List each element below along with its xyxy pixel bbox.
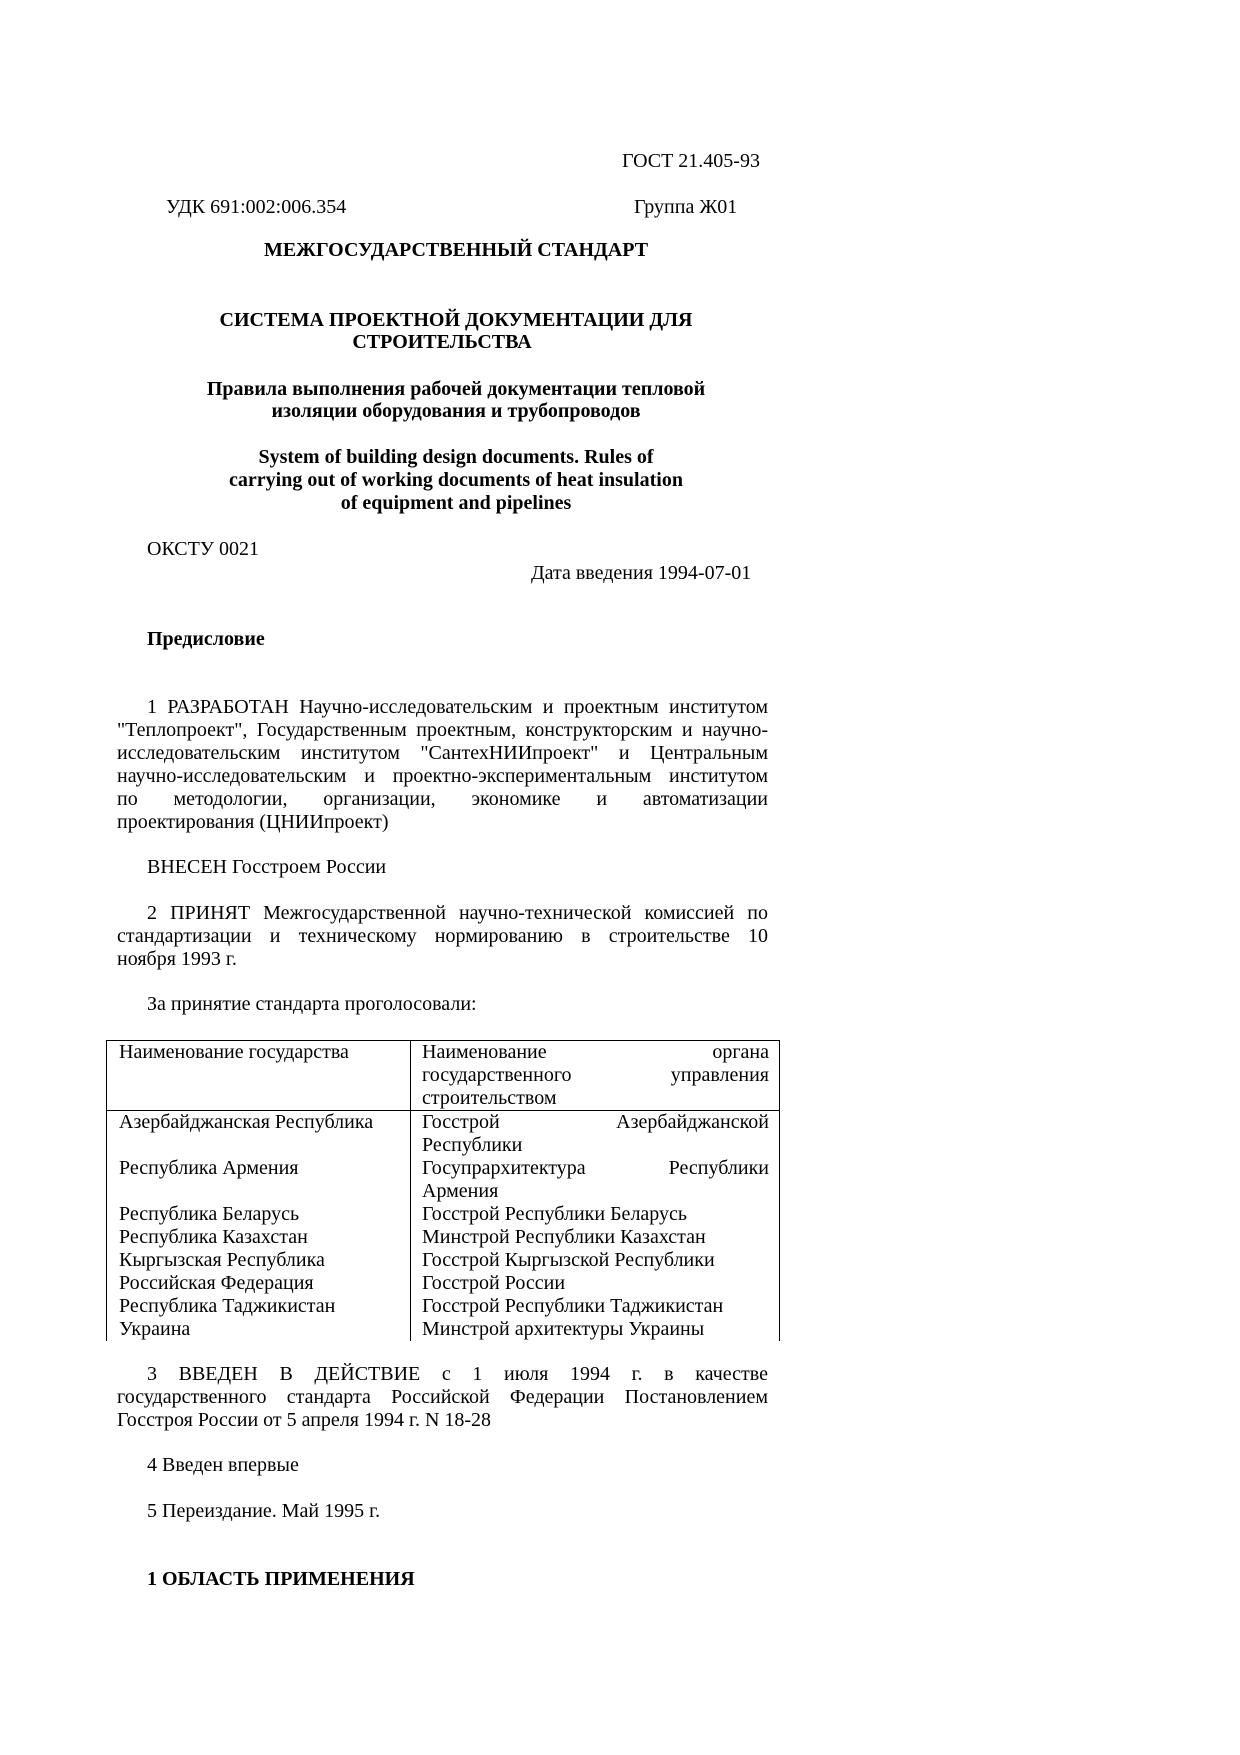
preface-voted: За принятие стандарта проголосовали:	[147, 993, 477, 1015]
table-row	[107, 1295, 779, 1318]
text-line: строительством	[422, 1087, 557, 1109]
text-line: "Теплопроект", Государственным проектным, конструкторским и научно-	[117, 719, 768, 741]
okstu-code: ОКСТУ 0021	[147, 538, 260, 560]
preface-paragraph-5: 5 Переиздание. Май 1995 г.	[147, 1500, 381, 1522]
table-cell-body	[411, 1157, 779, 1203]
table-header-body	[411, 1041, 779, 1110]
text-line: 2 ПРИНЯТ Межгосударственной научно-технической комиссией по	[147, 902, 768, 924]
text-line: Госупрархитектура Республики	[422, 1157, 769, 1179]
table-header-row	[107, 1040, 779, 1111]
gost-number: ГОСТ 21.405-93	[622, 150, 760, 172]
table-cell-body: Госстрой Республики Таджикистан	[422, 1295, 724, 1317]
system-title-line2: СТРОИТЕЛЬСТВА	[352, 331, 532, 353]
table-row	[107, 1203, 779, 1226]
rules-title-line1: Правила выполнения рабочей документации тепловой	[206, 378, 706, 400]
introduction-date: Дата введения 1994-07-01	[531, 562, 752, 584]
text-line: 3 ВВЕДЕН В ДЕЙСТВИЕ с 1 июля 1994 г. в качестве	[147, 1363, 768, 1385]
table-cell-state: Республика Беларусь	[107, 1203, 411, 1226]
text-line: по методологии, организации, экономике и автоматизации	[117, 788, 768, 810]
text-line: Наименование органа	[422, 1041, 769, 1063]
english-title-line2: carrying out of working documents of heat insulation	[229, 469, 683, 491]
table-cell-state: Азербайджанская Республика	[107, 1111, 411, 1157]
table-cell-state: Российская Федерация	[107, 1272, 411, 1295]
text-line: стандартизации и техническому нормированию в строительстве 10	[117, 925, 768, 947]
table-cell-state: Республика Таджикистан	[107, 1295, 411, 1318]
standard-title: МЕЖГОСУДАРСТВЕННЫЙ СТАНДАРТ	[263, 239, 649, 261]
text-line: научно-исследовательским и проектно-экспериментальным институтом	[117, 765, 768, 787]
udk-code: УДК 691:002:006.354	[166, 196, 347, 218]
table-cell-body: Госстрой Кыргызской Республики	[422, 1249, 715, 1271]
text-line: государственного управления	[422, 1064, 769, 1086]
table-cell-state: Республика Армения	[107, 1157, 411, 1203]
preface-vnesen: ВНЕСЕН Госстроем России	[147, 856, 387, 878]
table-row	[107, 1318, 779, 1341]
text-line: 1 РАЗРАБОТАН Научно-исследовательским и проектным институтом	[147, 696, 768, 718]
text-line: Армения	[422, 1180, 499, 1202]
preface-heading: Предисловие	[147, 628, 265, 650]
voting-table	[106, 1040, 780, 1341]
text-line: исследовательским институтом "СантехНИИпроект" и Центральным	[117, 742, 768, 764]
table-row	[107, 1111, 779, 1157]
table-row	[107, 1249, 779, 1272]
table-row	[107, 1272, 779, 1295]
table-cell-body	[411, 1111, 779, 1157]
table-cell-state: Кыргызская Республика	[107, 1249, 411, 1272]
text-line: ноября 1993 г.	[117, 948, 237, 970]
table-cell-state: Украина	[107, 1318, 411, 1341]
preface-paragraph-3	[117, 1363, 768, 1432]
table-cell-state: Республика Казахстан	[107, 1226, 411, 1249]
rules-title-line2: изоляции оборудования и трубопроводов	[271, 400, 641, 422]
text-line: Госстрой Азербайджанской	[422, 1111, 769, 1133]
english-title-line1: System of building design documents. Rules of	[258, 446, 654, 468]
preface-paragraph-1	[117, 696, 768, 834]
table-row	[107, 1157, 779, 1203]
table-cell-body: Госстрой России	[422, 1272, 566, 1294]
section-1-heading: 1 ОБЛАСТЬ ПРИМЕНЕНИЯ	[147, 1568, 415, 1590]
table-cell-body: Минстрой Республики Казахстан	[422, 1226, 706, 1248]
table-cell-body: Минстрой архитектуры Украины	[422, 1318, 705, 1340]
table-cell-body: Госстрой Республики Беларусь	[422, 1203, 688, 1225]
table-header-state	[107, 1041, 411, 1110]
text-line: государственного стандарта Российской Федерации Постановлением	[117, 1386, 768, 1408]
text-line: Госстроя России от 5 апреля 1994 г. N 18-28	[117, 1409, 492, 1431]
text-line: проектирования (ЦНИИпроект)	[117, 811, 389, 833]
system-title-line1: СИСТЕМА ПРОЕКТНОЙ ДОКУМЕНТАЦИИ ДЛЯ	[219, 309, 693, 331]
english-title-line3: of equipment and pipelines	[340, 492, 572, 514]
preface-paragraph-4: 4 Введен впервые	[147, 1454, 299, 1476]
table-row	[107, 1226, 779, 1249]
text-line: Республики	[422, 1134, 523, 1156]
group-code: Группа Ж01	[634, 196, 738, 218]
preface-paragraph-2	[117, 902, 768, 971]
table-header-state-label: Наименование государства	[119, 1041, 349, 1063]
